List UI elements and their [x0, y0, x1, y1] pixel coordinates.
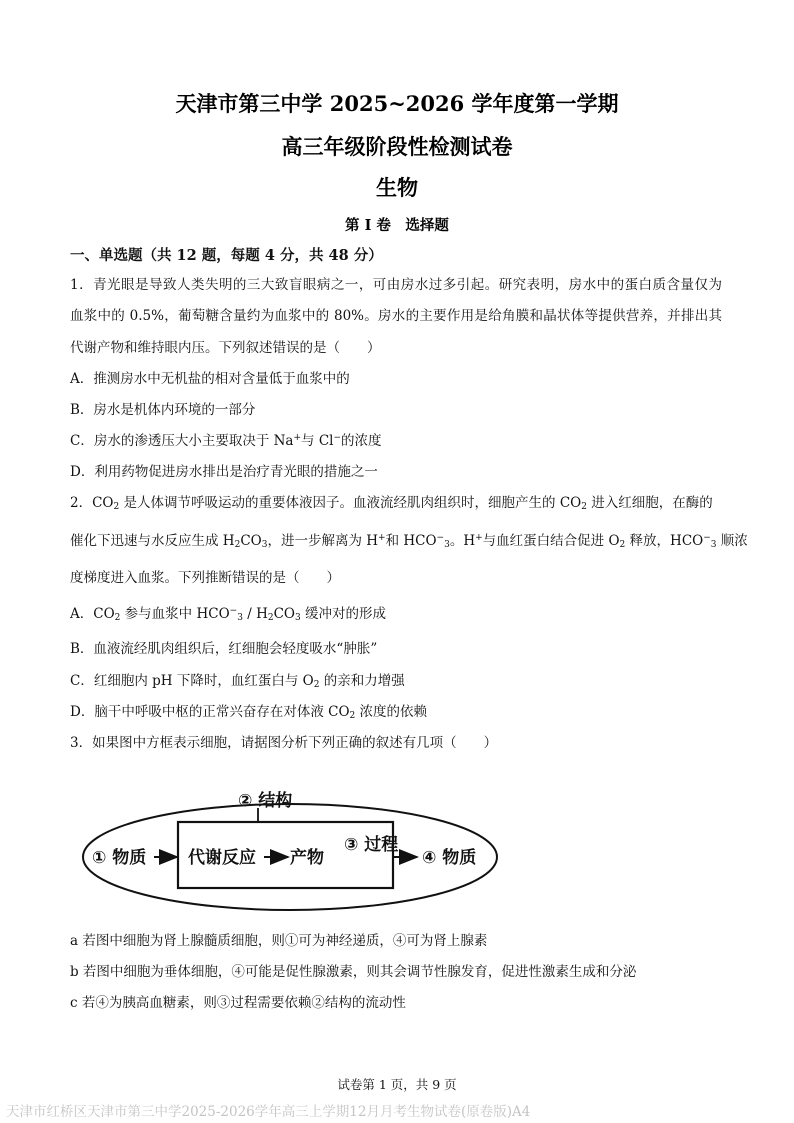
q1-option-d: D．利用药物促进房水排出是治疗青光眼的措施之一: [70, 464, 378, 480]
q2-option-a: A．$CO_2$ 参与血浆中 $HCO^-_3 / H_2CO_3$ 缓冲对的形成: [70, 606, 387, 623]
output-substance-label: ④ 物质: [422, 848, 477, 868]
cell-diagram: [70, 780, 510, 920]
q1-stem-line2: 血浆中的 0.5%，葡萄糖含量约为血浆中的 80%。房水的主要作用是给角膜和晶状体等提供营养，并排出其: [70, 308, 722, 324]
subject-title: 生物: [376, 175, 418, 200]
structure-label: ② 结构: [238, 791, 293, 811]
q2-option-b: B．血液流经肌肉组织后，红细胞会轻度吸水“肿胀”: [70, 641, 378, 657]
input-substance-label: ① 物质: [92, 848, 147, 868]
q3-item-b: b 若图中细胞为垂体细胞，④可能是促性腺激素，则其会调节性腺发育，促进性激素生成和分泌: [70, 964, 637, 980]
q2-stem-line3: 度梯度进入血浆。下列推断错误的是（ ）: [70, 570, 340, 586]
volume-title: 第 I 卷 选择题: [345, 217, 449, 234]
metabolic-reaction-label: 代谢反应: [188, 848, 256, 868]
q2-stem-line2: 催化下迅速与水反应生成 $H_2CO_3$，进一步解离为 H+和 $HCO^-_3$。H+与血红蛋白结合促进 $O_2$ 释放，$HCO^-_3$ 顺浓: [70, 533, 748, 550]
q1-stem-line3: 代谢产物和维持眼内压。下列叙述错误的是（ ）: [70, 340, 381, 356]
section-heading: 一、单选题（共 12 题，每题 4 分，共 48 分）: [70, 247, 383, 264]
watermark: 天津市红桥区天津市第三中学2025-2026学年高三上学期12月月考生物试卷(原卷版)A4: [6, 1104, 531, 1120]
process-label: ③ 过程: [344, 835, 399, 855]
q3-stem: 3．如果图中方框表示细胞，请据图分析下列正确的叙述有几项（ ）: [70, 735, 498, 751]
exam-title: 高三年级阶段性检测试卷: [281, 134, 513, 159]
q1-stem-line1: 1．青光眼是导致人类失明的三大致盲眼病之一，可由房水过多引起。研究表明，房水中的蛋白质含量仅为: [70, 277, 722, 293]
q2-option-d: D．脑干中呼吸中枢的正常兴奋存在对体液 $CO_2$ 浓度的依赖: [70, 704, 428, 721]
q2-stem-line1: 2．$CO_2$ 是人体调节呼吸运动的重要体液因子。血液流经肌肉组织时，细胞产生的 $CO_2$ 进入红细胞，在酶的: [70, 495, 713, 512]
page-footer: 试卷第 1 页，共 9 页: [337, 1077, 457, 1092]
q3-item-a: a 若图中细胞为肾上腺髓质细胞，则①可为神经递质，④可为肾上腺素: [70, 933, 488, 949]
q3-item-c: c 若④为胰高血糖素，则③过程需要依赖②结构的流动性: [70, 995, 406, 1011]
q2-option-c: C．红细胞内 pH 下降时，血红蛋白与 $O_2$ 的亲和力增强: [70, 673, 405, 690]
product-label: 产物: [290, 848, 324, 868]
school-title: 天津市第三中学 2025~2026 学年度第一学期: [175, 91, 619, 116]
q1-option-a: A．推测房水中无机盐的相对含量低于血浆中的: [70, 371, 350, 387]
q1-option-c: C．房水的渗透压大小主要取决于 Na+与 Cl−的浓度: [70, 433, 382, 449]
q1-option-b: B．房水是机体内环境的一部分: [70, 402, 256, 418]
